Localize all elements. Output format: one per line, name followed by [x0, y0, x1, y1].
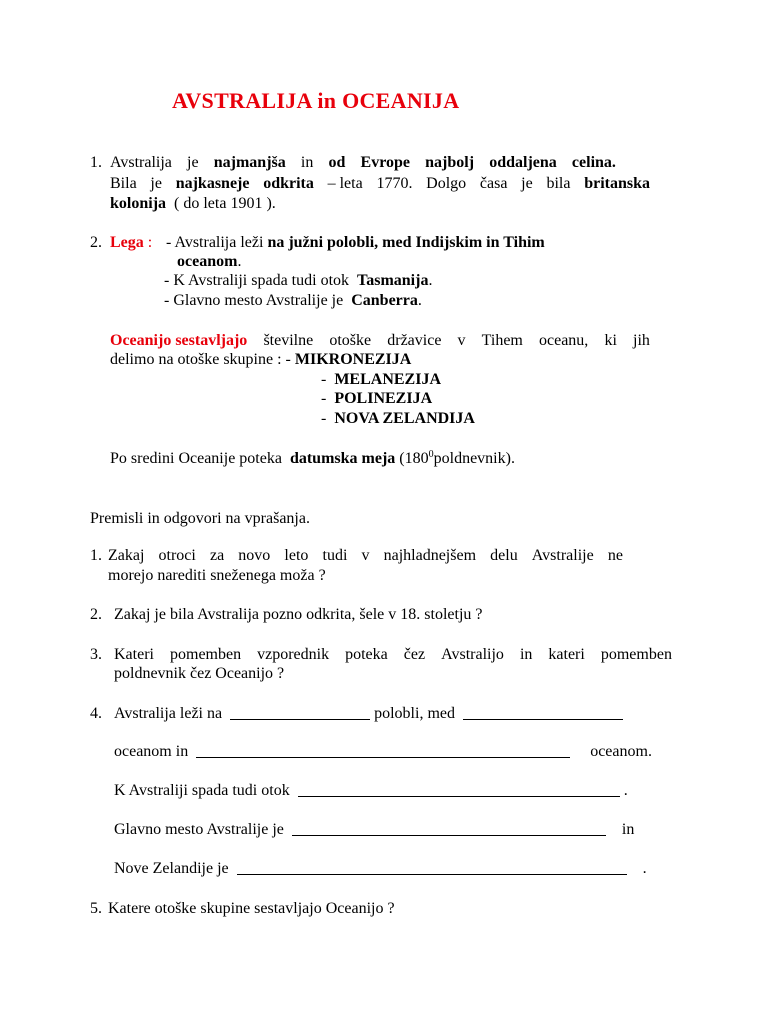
question-1-line-1: Zakaj otroci za novo leto tudi v najhladnejšem delu Avstralije ne: [108, 547, 623, 564]
question-1-number: 1.: [90, 547, 102, 564]
question-3-line-2: poldnevnik čez Oceanijo ?: [114, 665, 285, 682]
question-3-number: 3.: [90, 646, 102, 663]
section-1-line-1: Avstralija je najmanjša in od Evrope najbolj oddaljena celina.: [110, 154, 616, 171]
question-2-number: 2.: [90, 606, 102, 623]
question-5-text: Katere otoške skupine sestavljajo Oceanijo ?: [108, 900, 395, 917]
section-2-line-2: oceanom.: [177, 253, 242, 270]
question-5-number: 5.: [90, 900, 102, 917]
question-2-text: Zakaj je bila Avstralija pozno odkrita, šele v 18. stoletju ?: [114, 606, 483, 623]
fill-in-ocean-1[interactable]: [463, 705, 623, 720]
section-2-line-1: - Avstralija leži na južni polobli, med Indijskim in Tihim: [166, 234, 545, 251]
section-1-number: 1.: [90, 154, 102, 171]
date-line-text: Po sredini Oceanije poteka datumska meja $(180^0poldnevnik)$.: [110, 449, 515, 467]
section-1-line-2: Bila je najkasneje odkrita – leta 1770. Dolgo časa je bila britanska: [110, 175, 650, 192]
section-1-line-3: kolonija ( do leta 1901 ).: [110, 195, 276, 212]
fill-in-capital-new-zealand[interactable]: [237, 860, 627, 875]
fill-in-hemisphere[interactable]: [230, 705, 370, 720]
oceania-group-3: - POLINEZIJA: [321, 390, 433, 407]
question-4-line-d: Glavno mesto Avstralije je in: [114, 821, 635, 838]
question-4-line-b: oceanom in oceanom.: [114, 743, 652, 760]
fill-in-island[interactable]: [298, 782, 620, 797]
question-4-line-c: K Avstraliji spada tudi otok .: [114, 782, 628, 799]
question-4-number: 4.: [90, 705, 102, 722]
oceania-group-4: - NOVA ZELANDIJA: [321, 410, 475, 427]
fill-in-ocean-2[interactable]: [196, 743, 570, 758]
question-4-line-e: Nove Zelandije je .: [114, 860, 647, 877]
oceania-group-2: - MELANEZIJA: [321, 371, 442, 388]
oceania-line-1: Oceanijo sestavljajo številne otoške državice v Tihem oceanu, ki jih: [110, 332, 650, 349]
questions-intro: Premisli in odgovori na vprašanja.: [90, 510, 310, 527]
fill-in-capital-australia[interactable]: [292, 821, 606, 836]
page-title: AVSTRALIJA in OCEANIJA: [172, 88, 460, 113]
question-4-line-a: Avstralija leži na polobli, med: [114, 704, 623, 724]
section-2-line-4: - Glavno mesto Avstralije je Canberra.: [164, 292, 422, 309]
section-2-lega-label: Lega :: [110, 234, 153, 251]
oceania-line-2: delimo na otoške skupine : - MIKRONEZIJA: [110, 351, 412, 368]
section-2-line-3: - K Avstraliji spada tudi otok Tasmanija.: [164, 272, 433, 289]
question-1-line-2: morejo narediti sneženega moža ?: [108, 567, 326, 584]
section-2-number: 2.: [90, 234, 102, 251]
question-3-line-1: Kateri pomemben vzporednik poteka čez Avstralijo in kateri pomemben: [114, 646, 672, 663]
